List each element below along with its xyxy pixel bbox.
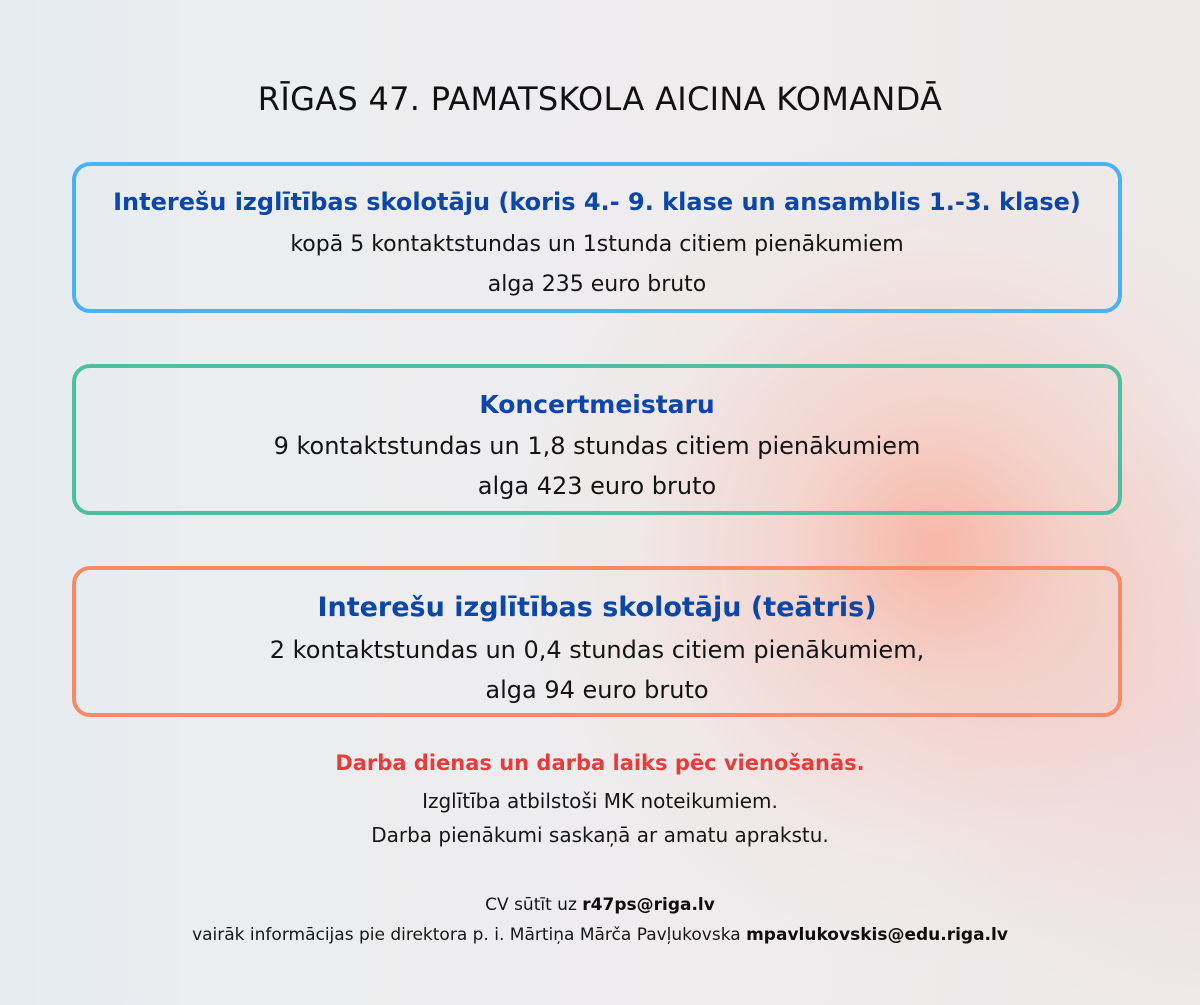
- position-title: Interešu izglītības skolotāju (koris 4.- 9. klase un ansamblis 1.-3. klase): [113, 188, 1081, 216]
- position-card-choir-teacher: [72, 162, 1122, 313]
- duties-note: Darba pienākumi saskaņā ar amatu aprakstu.: [371, 823, 829, 847]
- cv-prefix: CV sūtīt uz: [485, 895, 583, 915]
- cv-email-link[interactable]: r47ps@riga.lv: [582, 895, 715, 915]
- position-card-theatre-teacher: [72, 566, 1122, 717]
- poster-headline: RĪGAS 47. PAMATSKOLA AICINA KOMANDĀ: [257, 80, 943, 118]
- working-hours-notice: Darba dienas un darba laiks pēc vienošanās.: [335, 751, 865, 775]
- position-title: Interešu izglītības skolotāju (teātris): [317, 592, 877, 623]
- position-salary: alga 235 euro bruto: [487, 272, 707, 297]
- position-hours: kopā 5 kontaktstundas un 1stunda citiem pienākumiem: [290, 232, 904, 257]
- position-hours: 2 kontaktstundas un 0,4 stundas citiem pienākumiem,: [269, 636, 925, 664]
- director-prefix: vairāk informācijas pie direktora p. i. Mārtiņa Mārča Pavļukovska: [192, 925, 747, 945]
- director-contact-line: [0, 925, 1200, 945]
- position-title: Koncertmeistaru: [479, 390, 715, 419]
- cv-contact-line: [0, 895, 1200, 915]
- position-salary: alga 423 euro bruto: [477, 472, 717, 500]
- position-hours: 9 kontaktstundas un 1,8 stundas citiem pienākumiem: [273, 432, 921, 460]
- education-requirement: Izglītība atbilstoši MK noteikumiem.: [422, 789, 778, 813]
- director-email-link[interactable]: mpavlukovskis@edu.riga.lv: [746, 925, 1008, 945]
- position-salary: alga 94 euro bruto: [485, 676, 709, 704]
- position-card-accompanist: [72, 364, 1122, 515]
